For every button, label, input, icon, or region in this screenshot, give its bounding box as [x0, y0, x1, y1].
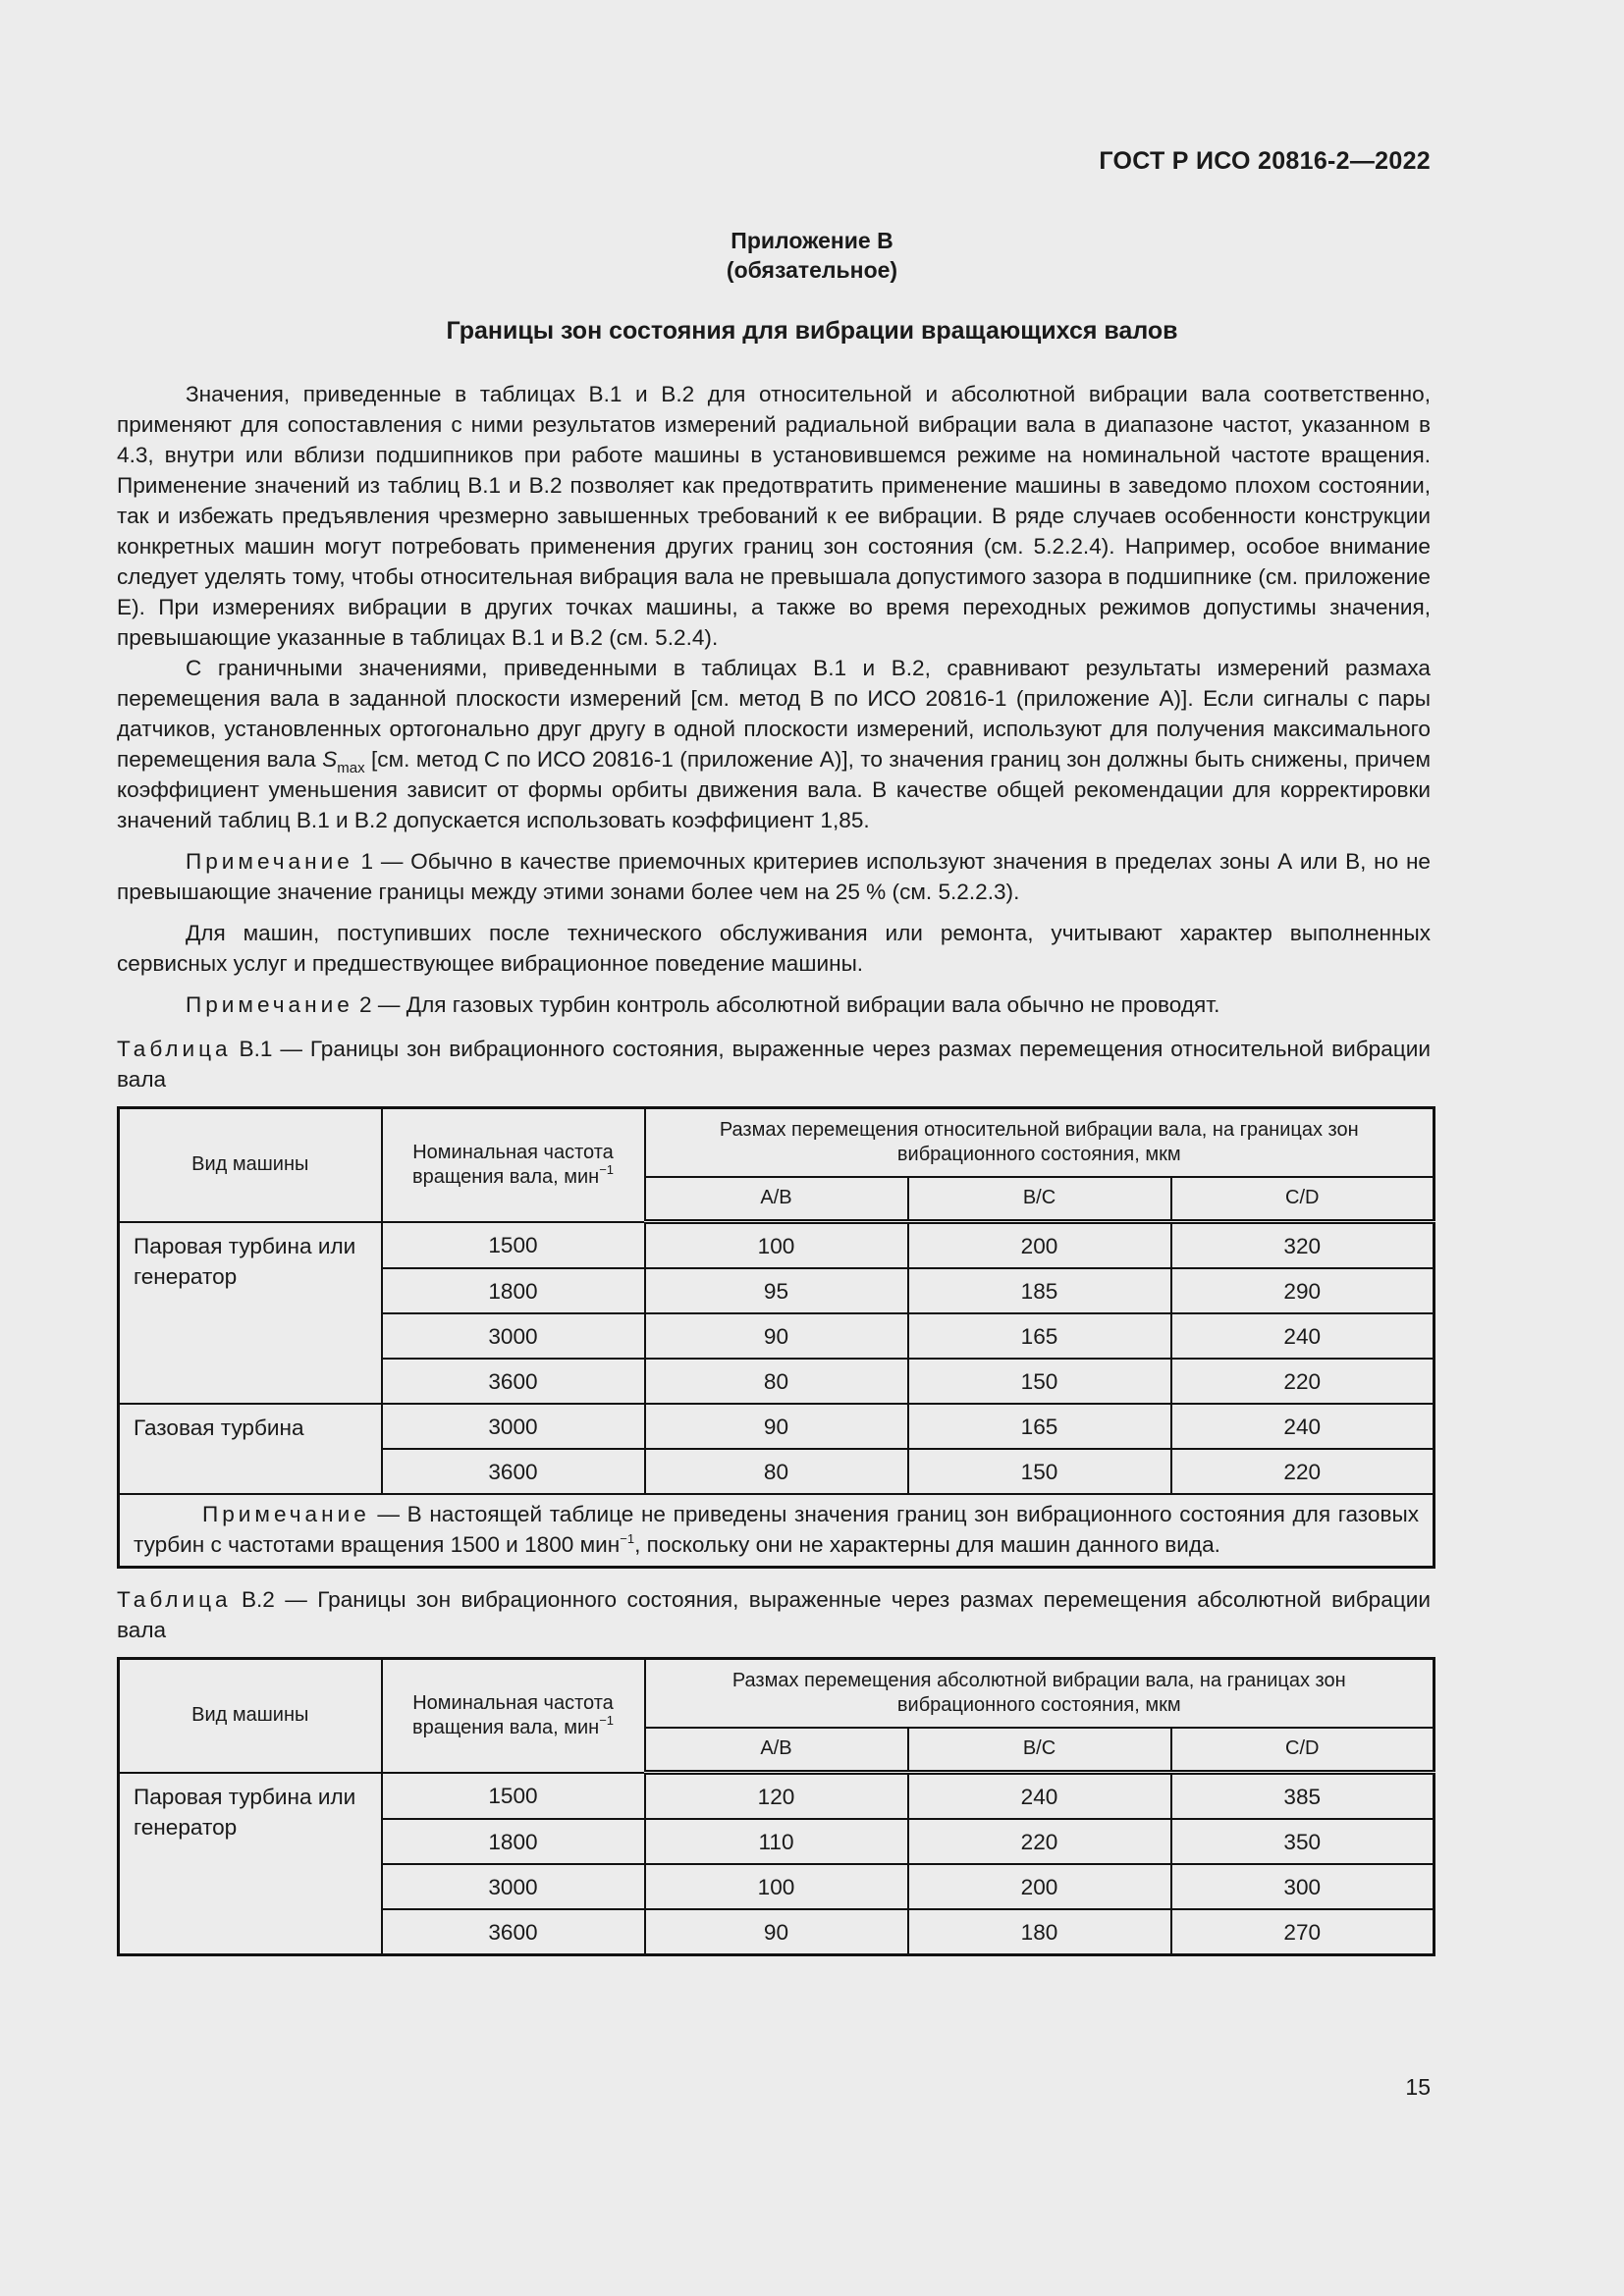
cell-cd: 220: [1171, 1449, 1435, 1494]
table-1-zone-ab: A/B: [645, 1177, 908, 1222]
cell-bc: 180: [908, 1909, 1171, 1955]
table-2-zone-ab: A/B: [645, 1728, 908, 1773]
cell-cd: 385: [1171, 1773, 1435, 1820]
cell-bc: 200: [908, 1222, 1171, 1269]
symbol-subscript: max: [337, 760, 365, 776]
note-2: [117, 989, 1431, 1020]
annex-status: (обязательное): [726, 257, 898, 283]
cell-speed: 1800: [382, 1268, 645, 1313]
table-2-col-speed-sup: −1: [599, 1712, 615, 1728]
cell-speed: 1800: [382, 1819, 645, 1864]
note-1-text: 1 — Обычно в качестве приемочных критериев используют значения в пределах зоны А или В, но не превышающие значение границы между этими зонами более чем на 25 % (см. 5.2.2.3).: [117, 849, 1431, 904]
cell-cd: 270: [1171, 1909, 1435, 1955]
table-1-note-text-2: , поскольку они не характерны для машин данного вида.: [634, 1532, 1220, 1557]
table-1-col-speed-sup: −1: [599, 1161, 615, 1177]
cell-ab: 90: [645, 1404, 908, 1449]
table-1-note-sup: −1: [620, 1531, 635, 1546]
cell-bc: 200: [908, 1864, 1171, 1909]
paragraph-2: [117, 653, 1431, 835]
cell-cd: 240: [1171, 1404, 1435, 1449]
cell-bc: 165: [908, 1404, 1171, 1449]
cell-bc: 240: [908, 1773, 1171, 1820]
cell-bc: 150: [908, 1359, 1171, 1404]
table-1-machine-gas: Газовая турбина: [119, 1404, 382, 1494]
symbol-s: S: [322, 747, 338, 772]
table-1-col-range: Размах перемещения относительной вибрации вала, на границах зон вибрационного состояния, мкм: [645, 1108, 1435, 1177]
paragraph-2-after: [см. метод С по ИСО 20816-1 (приложение А)], то значения границ зон должны быть снижены, причем коэффициент уменьшения зависит от формы орбиты движения вала. В качестве общей рекомендации для корректировки значений таблиц В.1 и В.2 допускается использовать коэффициент 1,85.: [117, 747, 1431, 832]
table-1-col-speed: [382, 1108, 645, 1222]
note-1-label: Примечание: [186, 849, 353, 874]
document-body: [117, 379, 1431, 1972]
cell-speed: 3600: [382, 1359, 645, 1404]
table-2-caption-text: В.2 — Границы зон вибрационного состояния, выраженные через размах перемещения абсолютной вибрации вала: [117, 1587, 1431, 1642]
note-2-text: 2 — Для газовых турбин контроль абсолютной вибрации вала обычно не проводят.: [352, 992, 1220, 1017]
table-1-caption-label: Таблица: [117, 1037, 232, 1061]
cell-ab: 80: [645, 1449, 908, 1494]
table-2-col-speed-text: Номинальная частота вращения вала, мин: [411, 1691, 614, 1738]
table-2-zone-cd: C/D: [1171, 1728, 1435, 1773]
cell-bc: 150: [908, 1449, 1171, 1494]
table-2-machine-steam: Паровая турбина или генератор: [119, 1773, 382, 1955]
table-2-col-speed: [382, 1659, 645, 1773]
paragraph-3: Для машин, поступивших после технического обслуживания или ремонта, учитывают характер выполненных сервисных услуг и предшествующее вибрационное поведение машины.: [117, 921, 1431, 976]
cell-ab: 110: [645, 1819, 908, 1864]
annex-label: Приложение В: [731, 228, 893, 253]
cell-ab: 80: [645, 1359, 908, 1404]
table-1-caption-text: В.1 — Границы зон вибрационного состояния, выраженные через размах перемещения относительной вибрации вала: [117, 1037, 1431, 1092]
cell-ab: 90: [645, 1909, 908, 1955]
table-row: [119, 1773, 1435, 1820]
cell-cd: 240: [1171, 1313, 1435, 1359]
table-row: [119, 1404, 1435, 1449]
cell-bc: 220: [908, 1819, 1171, 1864]
table-2-caption-label: Таблица: [117, 1587, 232, 1612]
cell-speed: 3600: [382, 1909, 645, 1955]
table-1-zone-cd: C/D: [1171, 1177, 1435, 1222]
cell-speed: 3000: [382, 1864, 645, 1909]
cell-bc: 185: [908, 1268, 1171, 1313]
cell-ab: 95: [645, 1268, 908, 1313]
table-1-machine-steam: Паровая турбина или генератор: [119, 1222, 382, 1405]
standard-code: ГОСТ Р ИСО 20816-2—2022: [1099, 147, 1431, 175]
annex-title: Границы зон состояния для вибрации вращающихся валов: [446, 317, 1178, 345]
paragraph-2-before: С граничными значениями, приведенными в таблицах В.1 и В.2, сравнивают результаты измерений размаха перемещения вала в заданной плоскости измерений [см. метод В по ИСО 20816-1 (приложение А)]. Если сигналы с пары датчиков, установленных ортогонально друг другу в одной плоскости измерений, используют для получения максимального перемещения вала: [117, 656, 1431, 772]
table-2: [117, 1657, 1435, 1956]
note-1: [117, 846, 1431, 907]
cell-speed: 1500: [382, 1222, 645, 1269]
cell-ab: 100: [645, 1864, 908, 1909]
page-number: 15: [1405, 2074, 1431, 2100]
cell-speed: 3000: [382, 1404, 645, 1449]
annex-header: [0, 226, 1624, 285]
table-2-col-machine: Вид машины: [119, 1659, 382, 1773]
table-2-caption: [117, 1584, 1431, 1645]
cell-cd: 300: [1171, 1864, 1435, 1909]
table-1-col-speed-text: Номинальная частота вращения вала, мин: [411, 1141, 614, 1188]
table-1-note-label: Примечание: [202, 1502, 370, 1526]
cell-cd: 290: [1171, 1268, 1435, 1313]
cell-ab: 90: [645, 1313, 908, 1359]
cell-cd: 320: [1171, 1222, 1435, 1269]
table-2-col-range: Размах перемещения абсолютной вибрации вала, на границах зон вибрационного состояния, мкм: [645, 1659, 1435, 1728]
table-1-zone-bc: B/C: [908, 1177, 1171, 1222]
table-1-note-text-1: — В настоящей таблице не приведены значения границ зон вибрационного состояния для газовых турбин с частотами вращения 1500 и 1800 мин: [134, 1502, 1419, 1557]
table-1: [117, 1106, 1435, 1569]
table-row: [119, 1222, 1435, 1269]
cell-speed: 3600: [382, 1449, 645, 1494]
table-2-zone-bc: B/C: [908, 1728, 1171, 1773]
cell-bc: 165: [908, 1313, 1171, 1359]
cell-cd: 220: [1171, 1359, 1435, 1404]
table-1-note: [119, 1494, 1435, 1568]
cell-ab: 100: [645, 1222, 908, 1269]
note-2-label: Примечание: [186, 992, 353, 1017]
paragraph-1: Значения, приведенные в таблицах В.1 и В.2 для относительной и абсолютной вибрации вала соответственно, применяют для сопоставления с ними результатов измерений радиальной вибрации вала в диапазоне частот, указанном в 4.3, внутри или вблизи подшипников при работе машины в установившемся режиме на номинальной частоте вращения. Применение значений из таблиц В.1 и В.2 позволяет как предотвратить применение машины в заведомо плохом состоянии, так и избежать предъявления чрезмерно завышенных требований к ее вибрации. В ряде случаев особенности конструкции конкретных машин могут потребовать применения других границ зон состояния (см. 5.2.2.4). Например, особое внимание следует уделять тому, чтобы относительная вибрация вала не превышала допустимого зазора в подшипнике (см. приложение Е). При измерениях вибрации в других точках машины, а также во время переходных режимов допустимы значения, превышающие указанные в таблицах В.1 и В.2 (см. 5.2.4).: [117, 382, 1431, 650]
cell-cd: 350: [1171, 1819, 1435, 1864]
table-1-caption: [117, 1034, 1431, 1095]
cell-ab: 120: [645, 1773, 908, 1820]
cell-speed: 3000: [382, 1313, 645, 1359]
table-1-col-machine: Вид машины: [119, 1108, 382, 1222]
cell-speed: 1500: [382, 1773, 645, 1820]
